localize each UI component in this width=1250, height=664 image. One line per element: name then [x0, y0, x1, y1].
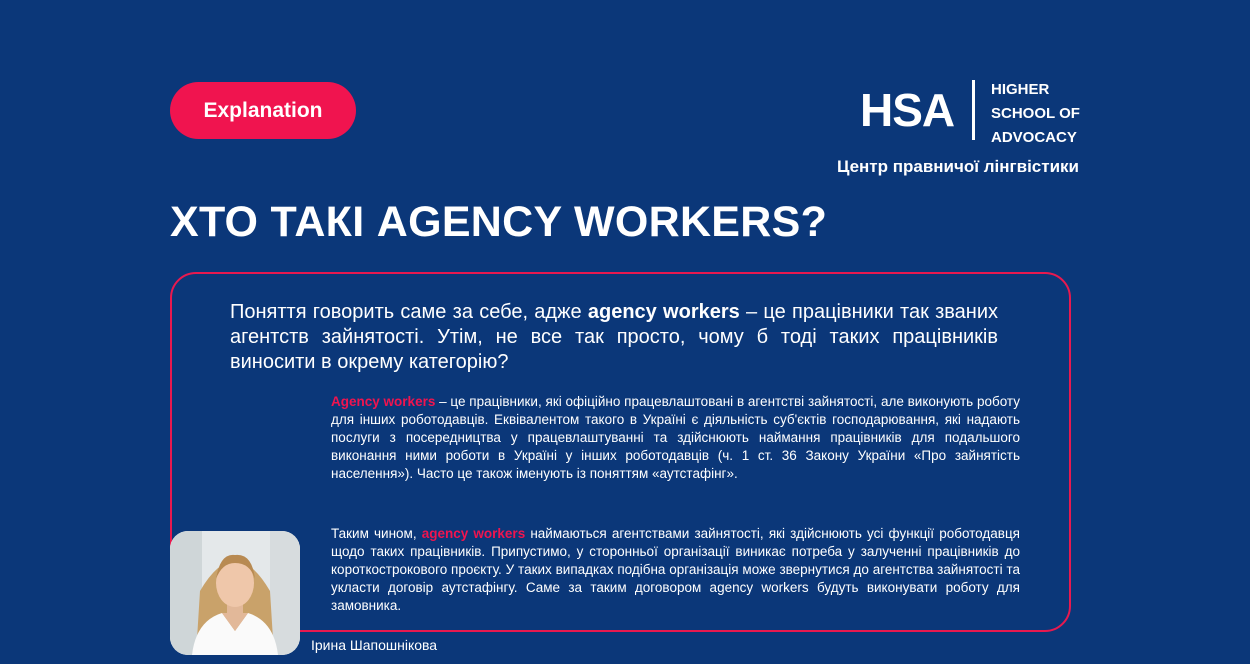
highlight-term: agency workers — [421, 526, 526, 541]
logo-line-2: SCHOOL OF — [991, 105, 1080, 122]
author-name: Ірина Шапошнікова — [311, 637, 438, 653]
lead-before: Поняття говорить саме за себе, адже — [230, 301, 588, 323]
paragraph-text: – це працівники, які офіційно працевлаштовані в агентстві зайнятості, але виконують роботу для інших роботодавців. Еквівалентом такого в Україні є діяльність суб'єктів господарювання, які надають послуги з посередництва у працевлаштуванні та здійснюють наймання працівників для подальшого виконання ними роботи в Україні у інших роботодавців (ч. 1 ст. 36 Закону України «Про зайнятість населення»). Часто це також іменують із поняттям «аутстафінг». — [331, 394, 1021, 481]
paragraph-before: Таким чином, — [331, 526, 422, 541]
logo-mark: HSA — [860, 84, 955, 136]
logo-divider — [972, 80, 975, 140]
lead-bold-term: agency workers — [587, 301, 740, 323]
definition-paragraph — [331, 393, 1020, 483]
author-photo — [170, 531, 300, 655]
paragraph-text: наймаються агентствами зайнятості, які здійснюють усі функції роботодавця щодо таких працівників. Припустимо, у сторонньої організації виникає потреба у залученні працівників до короткострокового проєкту. У таких випадках подібна організація може звернутися до агентства зайнятості та укласти договір аутстафінгу. Саме за таким договором agency workers будуть виконувати роботу для замовника. — [331, 526, 1020, 613]
header-subtitle: Центр правничої лінгвістики — [836, 157, 1079, 176]
logo-line-3: ADVOCACY — [991, 129, 1077, 146]
example-paragraph — [331, 525, 1020, 615]
logo-line-1: HIGHER — [991, 81, 1050, 98]
page-title: ХТО ТАКІ AGENCY WORKERS? — [170, 198, 828, 246]
lead-paragraph — [230, 300, 998, 375]
logo-wordmark — [991, 78, 1080, 150]
highlight-term: Agency workers — [331, 394, 436, 409]
hsa-logo — [860, 78, 1082, 146]
lead-after: – це працівники так званих агентств зайнятості. Утім, не все так просто, чому б тоді таких працівників виносити в окрему категорію? — [230, 301, 998, 373]
explanation-badge: Explanation — [170, 82, 356, 139]
